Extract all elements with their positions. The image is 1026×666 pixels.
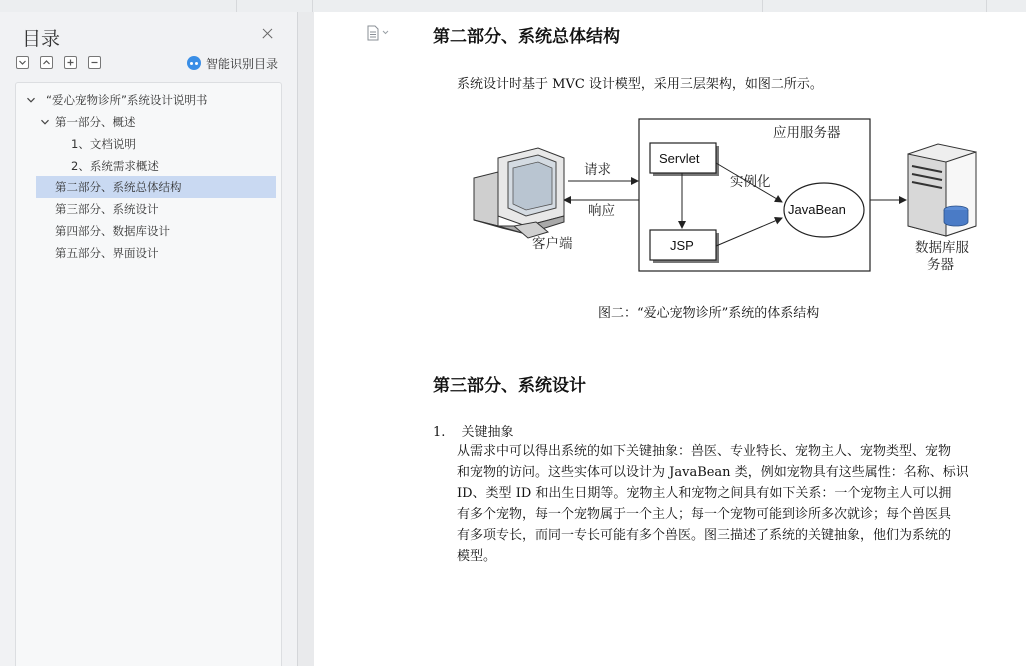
toc-title: 目录 xyxy=(22,28,61,50)
close-icon[interactable] xyxy=(258,24,278,44)
toc-item-part1[interactable] xyxy=(40,111,279,133)
smart-recognize-label: 智能识别目录 xyxy=(206,56,279,71)
toc-item-label: 第五部分、界面设计 xyxy=(55,246,159,260)
toc-item-label: 第一部分、概述 xyxy=(55,115,136,129)
body-line: ID、类型 ID 和出生日期等。宠物主人和宠物之间具有如下关系：一个宠物主人可以拥 xyxy=(457,486,952,501)
strip-divider xyxy=(236,0,237,12)
chevron-down-icon[interactable] xyxy=(26,95,36,105)
figure-caption: 图二：“爱心宠物诊所”系统的体系结构 xyxy=(598,306,820,321)
body-line: 和宠物的访问。这些实体可以设计为 JavaBean 类，例如宠物具有这些属性：名称、标识 xyxy=(457,465,969,480)
toc-item-label: 第二部分、系统总体结构 xyxy=(55,180,182,194)
architecture-diagram xyxy=(468,118,980,278)
jsp-label: JSP xyxy=(670,238,694,253)
document-page[interactable] xyxy=(314,12,1026,666)
body-line: 有多项专长，而同一专长可能有多个兽医。图三描述了系统的关键抽象，他们为系统的 xyxy=(457,528,952,543)
toc-item-label: “爱心宠物诊所”系统设计说明书 xyxy=(46,93,208,107)
list-title: 关键抽象 xyxy=(461,425,514,440)
section2-heading: 第二部分、系统总体结构 xyxy=(433,27,620,47)
body-line: 从需求中可以得出系统的如下关键抽象：兽医、专业特长、宠物主人、宠物类型、宠物 xyxy=(457,444,952,459)
body-line: 有多个宠物，每一个宠物属于一个主人；每一个宠物可能到诊所多次就诊；每个兽医具 xyxy=(457,507,952,522)
list-number: 1. xyxy=(433,425,446,440)
toc-item-part2[interactable] xyxy=(36,176,276,198)
javabean-label: JavaBean xyxy=(788,202,846,217)
toc-item-1-2[interactable] xyxy=(71,155,159,177)
toc-pane xyxy=(0,12,298,666)
app-server-label: 应用服务器 xyxy=(773,125,841,140)
client-label: 客户端 xyxy=(532,236,573,251)
toc-item-label: 2、系统需求概述 xyxy=(71,159,159,173)
db-label-line1: 数据库服 xyxy=(915,240,969,255)
request-label: 请求 xyxy=(584,162,611,177)
strip-divider xyxy=(762,0,763,12)
expand-up-icon[interactable] xyxy=(40,56,53,69)
body-line: 模型。 xyxy=(457,549,497,564)
db-label-line2: 务器 xyxy=(927,257,954,272)
top-toolbar-strip xyxy=(0,0,1026,12)
database-server-icon xyxy=(908,144,976,236)
toc-item-label: 第三部分、系统设计 xyxy=(55,202,159,216)
section3-heading: 第三部分、系统设计 xyxy=(433,376,586,396)
add-level-icon[interactable] xyxy=(64,56,77,69)
collapse-all-icon[interactable] xyxy=(16,56,29,69)
toc-item-1-1[interactable] xyxy=(71,133,136,155)
chevron-down-icon[interactable] xyxy=(40,117,50,127)
client-computer-icon xyxy=(474,148,564,238)
toc-tree xyxy=(15,82,282,666)
list-item xyxy=(433,421,514,440)
section2-paragraph: 系统设计时基于 MVC 设计模型，采用三层架构，如图二所示。 xyxy=(457,77,823,92)
toc-item-label: 1、文档说明 xyxy=(71,137,136,151)
instantiate-label: 实例化 xyxy=(730,174,771,189)
servlet-label: Servlet xyxy=(659,151,700,166)
toc-item-document[interactable] xyxy=(24,89,279,111)
strip-divider xyxy=(312,0,313,12)
remove-level-icon[interactable] xyxy=(88,56,101,69)
smart-recognize-button[interactable] xyxy=(187,55,278,71)
section3-body xyxy=(457,441,997,567)
smart-cloud-icon xyxy=(187,56,201,70)
document-outline-icon[interactable] xyxy=(366,25,390,41)
strip-divider xyxy=(986,0,987,12)
toc-item-label: 第四部分、数据库设计 xyxy=(55,224,170,238)
toc-item-part4[interactable] xyxy=(55,220,170,242)
toc-item-part5[interactable] xyxy=(55,242,159,264)
response-label: 响应 xyxy=(588,203,615,218)
toc-item-part3[interactable] xyxy=(55,198,159,220)
